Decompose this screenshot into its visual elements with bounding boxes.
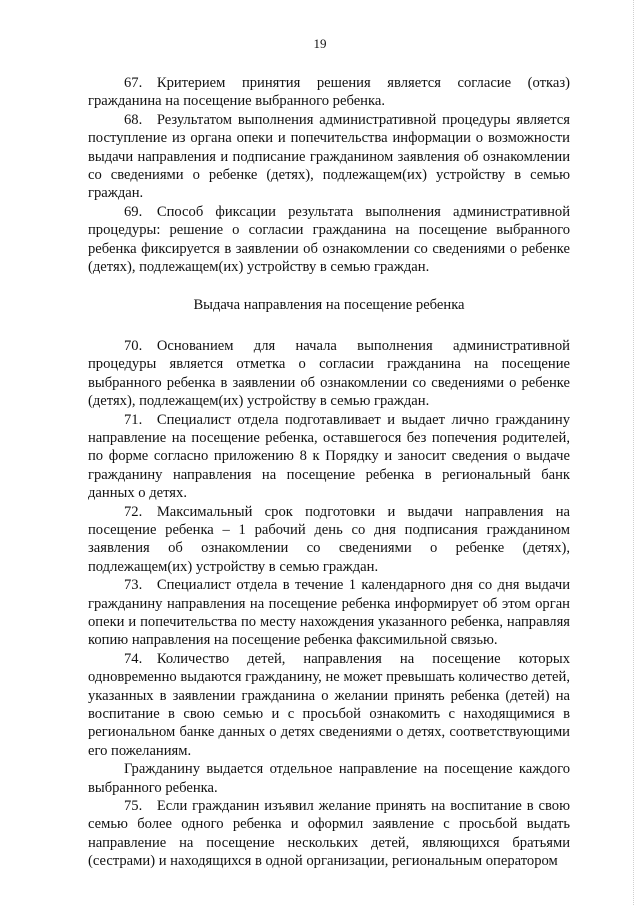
paragraph-75: 75. Если гражданин изъявил желание принять на воспитание в свою семью более одного ребенка и оформил заявление с просьбой выдать направление на посещение нескольких детей, являющихся братьями (сестрами) и находящихся в одной организации, региональным оператором [88, 798, 570, 870]
paragraph-67: 67. Критерием принятия решения является согласие (отказ) гражданина на посещение выбранного ребенка. [88, 75, 570, 110]
paragraph-74: 74. Количество детей, направления на посещение которых одновременно выдаются гражданину, не может превышать количество детей, указанных в заявлении гражданина о желании принять ребенка (детей) на воспитание в свою семью и с просьбой ознакомить с находящимися в региональном банке данных о детях сведениями о детях, соответствующими его пожеланиям. [88, 650, 570, 759]
paragraph-68: 68. Результатом выполнения административной процедуры является поступление из органа опеки и попечительства информации о возможности выдачи направления и подписание гражданином заявления об ознакомлении со сведениями о ребенке (детях), подлежащем(их) устройству в семью граждан. [88, 111, 570, 202]
section-heading: Выдача направления на посещение ребенка [193, 297, 465, 314]
paragraph-74-continuation: Гражданину выдается отдельное направление на посещение каждого выбранного ребенка. [88, 761, 570, 796]
paragraph-69: 69. Способ фиксации результата выполнения административной процедуры: решение о согласии гражданина на посещение выбранного ребенка фиксируется в заявлении об ознакомлении со сведениями о ребенке (детях), подлежащем(их) устройству в семью граждан. [88, 203, 570, 276]
scan-edge [632, 0, 634, 905]
paragraph-70: 70. Основанием для начала выполнения административной процедуры является отметка о согласии гражданина на посещение выбранного ребенка в заявлении об ознакомлении со сведениями о ребенке (детях), подлежащем(их) устройству в семью граждан. [88, 337, 570, 410]
paragraph-73: 73. Специалист отдела в течение 1 календарного дня со дня выдачи гражданину направления на посещение ребенка информирует об этом орган опеки и попечительства по месту нахождения указанного ребенка, направляя копию направления на посещение ребенка факсимильной связью. [88, 577, 570, 649]
page-number: 19 [313, 36, 327, 51]
document-body [88, 74, 570, 871]
paragraph-71: 71. Специалист отдела подготавливает и выдает лично гражданину направление на посещение ребенка, оставшегося без попечения родителей, по форме согласно приложению 8 к Порядку и заносит сведения о выдаче гражданину направления на посещение ребенка в региональный банк данных о детях. [88, 411, 570, 502]
paragraph-72: 72. Максимальный срок подготовки и выдачи направления на посещение ребенка – 1 рабочий день со дня подписания гражданином заявления об ознакомлении со сведениями о ребенке (детях), подлежащем(их) устройству в семью граждан. [88, 503, 570, 575]
